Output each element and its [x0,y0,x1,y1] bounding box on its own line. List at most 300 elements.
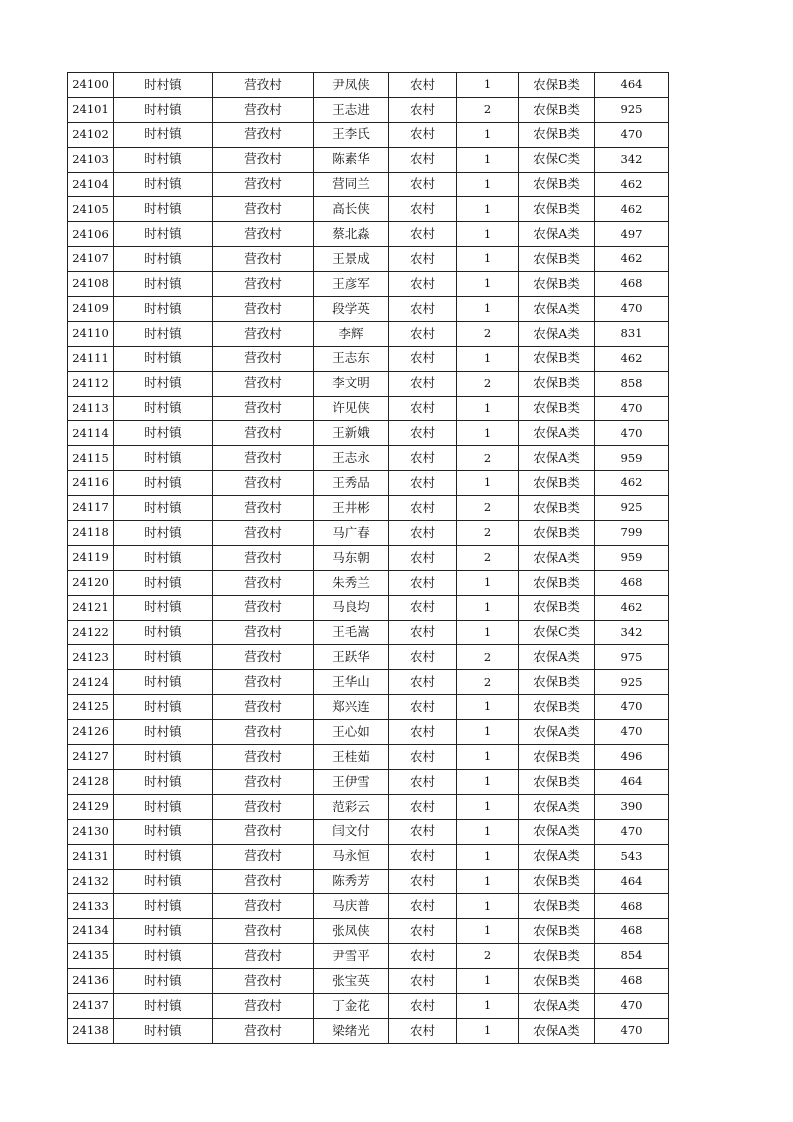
insurance-category-cell: 农保A类 [519,1018,595,1043]
table-row [68,944,669,969]
name-cell: 朱秀兰 [314,570,389,595]
person-count-cell: 1 [457,993,519,1018]
name-cell: 王跃华 [314,645,389,670]
name-cell: 蔡北淼 [314,222,389,247]
table-row [68,371,669,396]
amount-cell: 462 [595,172,669,197]
person-count-cell: 1 [457,272,519,297]
name-cell: 王彦军 [314,272,389,297]
amount-cell: 470 [595,122,669,147]
town-cell: 时村镇 [114,172,213,197]
name-cell: 王志东 [314,346,389,371]
person-count-cell: 1 [457,745,519,770]
village-cell: 营孜村 [213,122,314,147]
table-row [68,844,669,869]
record-id-cell: 24102 [68,122,114,147]
person-count-cell: 1 [457,297,519,322]
table-row [68,321,669,346]
town-cell: 时村镇 [114,620,213,645]
table-row [68,570,669,595]
record-id-cell: 24132 [68,869,114,894]
name-cell: 王景成 [314,247,389,272]
insurance-category-cell: 农保A类 [519,321,595,346]
village-cell: 营孜村 [213,595,314,620]
amount-cell: 462 [595,346,669,371]
village-cell: 营孜村 [213,545,314,570]
village-cell: 营孜村 [213,421,314,446]
person-count-cell: 1 [457,346,519,371]
amount-cell: 462 [595,595,669,620]
record-id-cell: 24104 [68,172,114,197]
person-count-cell: 2 [457,321,519,346]
insurance-category-cell: 农保B类 [519,73,595,98]
insurance-category-cell: 农保A类 [519,993,595,1018]
town-cell: 时村镇 [114,1018,213,1043]
village-cell: 营孜村 [213,794,314,819]
records-table [67,72,669,1044]
household-type-cell: 农村 [389,496,457,521]
table-row [68,595,669,620]
insurance-category-cell: 农保B类 [519,496,595,521]
household-type-cell: 农村 [389,844,457,869]
insurance-category-cell: 农保B类 [519,346,595,371]
household-type-cell: 农村 [389,745,457,770]
insurance-category-cell: 农保B类 [519,869,595,894]
village-cell: 营孜村 [213,894,314,919]
town-cell: 时村镇 [114,371,213,396]
table-row [68,869,669,894]
amount-cell: 470 [595,396,669,421]
record-id-cell: 24112 [68,371,114,396]
record-id-cell: 24134 [68,919,114,944]
household-type-cell: 农村 [389,869,457,894]
record-id-cell: 24117 [68,496,114,521]
name-cell: 梁绪光 [314,1018,389,1043]
record-id-cell: 24136 [68,969,114,994]
person-count-cell: 1 [457,595,519,620]
name-cell: 郑兴连 [314,695,389,720]
person-count-cell: 2 [457,944,519,969]
table-row [68,545,669,570]
household-type-cell: 农村 [389,197,457,222]
insurance-category-cell: 农保B类 [519,247,595,272]
person-count-cell: 1 [457,919,519,944]
person-count-cell: 1 [457,869,519,894]
village-cell: 营孜村 [213,670,314,695]
table-row [68,73,669,98]
person-count-cell: 2 [457,545,519,570]
town-cell: 时村镇 [114,645,213,670]
amount-cell: 831 [595,321,669,346]
town-cell: 时村镇 [114,969,213,994]
table-row [68,919,669,944]
name-cell: 李文明 [314,371,389,396]
table-row [68,122,669,147]
household-type-cell: 农村 [389,969,457,994]
name-cell: 丁金花 [314,993,389,1018]
household-type-cell: 农村 [389,297,457,322]
insurance-category-cell: 农保B类 [519,272,595,297]
table-row [68,645,669,670]
person-count-cell: 1 [457,122,519,147]
town-cell: 时村镇 [114,944,213,969]
town-cell: 时村镇 [114,421,213,446]
person-count-cell: 1 [457,73,519,98]
record-id-cell: 24118 [68,521,114,546]
household-type-cell: 农村 [389,521,457,546]
village-cell: 营孜村 [213,247,314,272]
table-row [68,794,669,819]
village-cell: 营孜村 [213,197,314,222]
amount-cell: 464 [595,869,669,894]
insurance-category-cell: 农保C类 [519,147,595,172]
village-cell: 营孜村 [213,695,314,720]
town-cell: 时村镇 [114,919,213,944]
village-cell: 营孜村 [213,969,314,994]
name-cell: 张宝英 [314,969,389,994]
person-count-cell: 1 [457,894,519,919]
insurance-category-cell: 农保B类 [519,919,595,944]
town-cell: 时村镇 [114,346,213,371]
table-row [68,695,669,720]
village-cell: 营孜村 [213,371,314,396]
village-cell: 营孜村 [213,396,314,421]
table-row [68,471,669,496]
name-cell: 王志进 [314,97,389,122]
town-cell: 时村镇 [114,819,213,844]
table-row [68,421,669,446]
village-cell: 营孜村 [213,346,314,371]
town-cell: 时村镇 [114,545,213,570]
household-type-cell: 农村 [389,720,457,745]
insurance-category-cell: 农保B类 [519,197,595,222]
town-cell: 时村镇 [114,446,213,471]
insurance-category-cell: 农保C类 [519,620,595,645]
table-row [68,521,669,546]
amount-cell: 959 [595,446,669,471]
record-id-cell: 24135 [68,944,114,969]
insurance-category-cell: 农保B类 [519,371,595,396]
table-row [68,247,669,272]
household-type-cell: 农村 [389,769,457,794]
table-row [68,147,669,172]
table-row [68,222,669,247]
amount-cell: 925 [595,670,669,695]
amount-cell: 468 [595,969,669,994]
amount-cell: 462 [595,471,669,496]
town-cell: 时村镇 [114,297,213,322]
amount-cell: 470 [595,993,669,1018]
village-cell: 营孜村 [213,844,314,869]
village-cell: 营孜村 [213,73,314,98]
insurance-category-cell: 农保A类 [519,819,595,844]
record-id-cell: 24138 [68,1018,114,1043]
household-type-cell: 农村 [389,147,457,172]
record-id-cell: 24100 [68,73,114,98]
village-cell: 营孜村 [213,1018,314,1043]
household-type-cell: 农村 [389,695,457,720]
amount-cell: 464 [595,769,669,794]
amount-cell: 342 [595,147,669,172]
name-cell: 马广春 [314,521,389,546]
record-id-cell: 24128 [68,769,114,794]
table-row [68,172,669,197]
name-cell: 王毛嵩 [314,620,389,645]
village-cell: 营孜村 [213,97,314,122]
village-cell: 营孜村 [213,521,314,546]
amount-cell: 799 [595,521,669,546]
record-id-cell: 24101 [68,97,114,122]
table-row [68,670,669,695]
table-row [68,720,669,745]
person-count-cell: 2 [457,97,519,122]
name-cell: 陈秀芳 [314,869,389,894]
town-cell: 时村镇 [114,97,213,122]
amount-cell: 470 [595,297,669,322]
record-id-cell: 24108 [68,272,114,297]
household-type-cell: 农村 [389,471,457,496]
insurance-category-cell: 农保B类 [519,570,595,595]
record-id-cell: 24124 [68,670,114,695]
insurance-category-cell: 农保A类 [519,794,595,819]
name-cell: 王秀品 [314,471,389,496]
table-row [68,496,669,521]
name-cell: 李辉 [314,321,389,346]
village-cell: 营孜村 [213,993,314,1018]
table-row [68,769,669,794]
household-type-cell: 农村 [389,346,457,371]
insurance-category-cell: 农保A类 [519,645,595,670]
town-cell: 时村镇 [114,396,213,421]
name-cell: 王井彬 [314,496,389,521]
person-count-cell: 2 [457,496,519,521]
name-cell: 高长侠 [314,197,389,222]
village-cell: 营孜村 [213,321,314,346]
village-cell: 营孜村 [213,147,314,172]
household-type-cell: 农村 [389,73,457,98]
village-cell: 营孜村 [213,172,314,197]
record-id-cell: 24111 [68,346,114,371]
amount-cell: 462 [595,197,669,222]
name-cell: 马东朝 [314,545,389,570]
amount-cell: 470 [595,421,669,446]
town-cell: 时村镇 [114,745,213,770]
name-cell: 段学英 [314,297,389,322]
village-cell: 营孜村 [213,620,314,645]
name-cell: 闫文付 [314,819,389,844]
amount-cell: 858 [595,371,669,396]
insurance-category-cell: 农保A类 [519,222,595,247]
village-cell: 营孜村 [213,222,314,247]
village-cell: 营孜村 [213,570,314,595]
record-id-cell: 24115 [68,446,114,471]
village-cell: 营孜村 [213,819,314,844]
town-cell: 时村镇 [114,570,213,595]
record-id-cell: 24125 [68,695,114,720]
household-type-cell: 农村 [389,421,457,446]
household-type-cell: 农村 [389,321,457,346]
record-id-cell: 24130 [68,819,114,844]
table-row [68,396,669,421]
name-cell: 许见侠 [314,396,389,421]
name-cell: 营同兰 [314,172,389,197]
amount-cell: 470 [595,1018,669,1043]
person-count-cell: 1 [457,794,519,819]
record-id-cell: 24129 [68,794,114,819]
table-row [68,297,669,322]
household-type-cell: 农村 [389,1018,457,1043]
name-cell: 陈素华 [314,147,389,172]
insurance-category-cell: 农保A类 [519,421,595,446]
table-row [68,894,669,919]
person-count-cell: 1 [457,620,519,645]
town-cell: 时村镇 [114,321,213,346]
record-id-cell: 24122 [68,620,114,645]
record-id-cell: 24107 [68,247,114,272]
village-cell: 营孜村 [213,297,314,322]
person-count-cell: 2 [457,670,519,695]
person-count-cell: 1 [457,844,519,869]
insurance-category-cell: 农保B类 [519,97,595,122]
record-id-cell: 24131 [68,844,114,869]
record-id-cell: 24127 [68,745,114,770]
household-type-cell: 农村 [389,670,457,695]
record-id-cell: 24133 [68,894,114,919]
household-type-cell: 农村 [389,545,457,570]
record-id-cell: 24121 [68,595,114,620]
amount-cell: 497 [595,222,669,247]
name-cell: 马良均 [314,595,389,620]
table-row [68,97,669,122]
insurance-category-cell: 农保A类 [519,545,595,570]
amount-cell: 975 [595,645,669,670]
household-type-cell: 农村 [389,794,457,819]
record-id-cell: 24110 [68,321,114,346]
amount-cell: 470 [595,695,669,720]
household-type-cell: 农村 [389,944,457,969]
insurance-category-cell: 农保B类 [519,745,595,770]
amount-cell: 342 [595,620,669,645]
town-cell: 时村镇 [114,197,213,222]
table-row [68,819,669,844]
insurance-category-cell: 农保B类 [519,769,595,794]
household-type-cell: 农村 [389,819,457,844]
household-type-cell: 农村 [389,570,457,595]
person-count-cell: 1 [457,147,519,172]
person-count-cell: 1 [457,197,519,222]
town-cell: 时村镇 [114,769,213,794]
amount-cell: 462 [595,247,669,272]
household-type-cell: 农村 [389,371,457,396]
household-type-cell: 农村 [389,620,457,645]
amount-cell: 496 [595,745,669,770]
person-count-cell: 1 [457,396,519,421]
town-cell: 时村镇 [114,695,213,720]
town-cell: 时村镇 [114,471,213,496]
town-cell: 时村镇 [114,595,213,620]
record-id-cell: 24109 [68,297,114,322]
amount-cell: 468 [595,272,669,297]
person-count-cell: 1 [457,969,519,994]
amount-cell: 464 [595,73,669,98]
town-cell: 时村镇 [114,794,213,819]
person-count-cell: 1 [457,222,519,247]
town-cell: 时村镇 [114,496,213,521]
person-count-cell: 2 [457,521,519,546]
town-cell: 时村镇 [114,147,213,172]
person-count-cell: 1 [457,695,519,720]
insurance-category-cell: 农保B类 [519,894,595,919]
table-body [68,73,669,1044]
household-type-cell: 农村 [389,172,457,197]
insurance-category-cell: 农保B类 [519,521,595,546]
village-cell: 营孜村 [213,919,314,944]
insurance-category-cell: 农保B类 [519,172,595,197]
person-count-cell: 1 [457,247,519,272]
household-type-cell: 农村 [389,247,457,272]
town-cell: 时村镇 [114,844,213,869]
insurance-category-cell: 农保A类 [519,297,595,322]
record-id-cell: 24113 [68,396,114,421]
insurance-category-cell: 农保B类 [519,471,595,496]
household-type-cell: 农村 [389,645,457,670]
village-cell: 营孜村 [213,869,314,894]
person-count-cell: 1 [457,720,519,745]
record-id-cell: 24105 [68,197,114,222]
record-id-cell: 24137 [68,993,114,1018]
table-row [68,745,669,770]
record-id-cell: 24116 [68,471,114,496]
village-cell: 营孜村 [213,769,314,794]
name-cell: 王志永 [314,446,389,471]
table-row [68,197,669,222]
name-cell: 尹雪平 [314,944,389,969]
insurance-category-cell: 农保B类 [519,670,595,695]
insurance-category-cell: 农保A类 [519,720,595,745]
village-cell: 营孜村 [213,720,314,745]
amount-cell: 543 [595,844,669,869]
household-type-cell: 农村 [389,222,457,247]
town-cell: 时村镇 [114,869,213,894]
name-cell: 马永恒 [314,844,389,869]
household-type-cell: 农村 [389,894,457,919]
town-cell: 时村镇 [114,720,213,745]
household-type-cell: 农村 [389,396,457,421]
insurance-category-cell: 农保B类 [519,595,595,620]
village-cell: 营孜村 [213,645,314,670]
town-cell: 时村镇 [114,894,213,919]
name-cell: 王伊雪 [314,769,389,794]
person-count-cell: 1 [457,172,519,197]
table-row [68,993,669,1018]
record-id-cell: 24123 [68,645,114,670]
person-count-cell: 1 [457,570,519,595]
record-id-cell: 24103 [68,147,114,172]
village-cell: 营孜村 [213,471,314,496]
person-count-cell: 2 [457,371,519,396]
name-cell: 王新娥 [314,421,389,446]
name-cell: 尹凤侠 [314,73,389,98]
table-row [68,446,669,471]
record-id-cell: 24119 [68,545,114,570]
village-cell: 营孜村 [213,496,314,521]
household-type-cell: 农村 [389,446,457,471]
village-cell: 营孜村 [213,944,314,969]
household-type-cell: 农村 [389,993,457,1018]
town-cell: 时村镇 [114,222,213,247]
person-count-cell: 1 [457,769,519,794]
insurance-category-cell: 农保A类 [519,844,595,869]
